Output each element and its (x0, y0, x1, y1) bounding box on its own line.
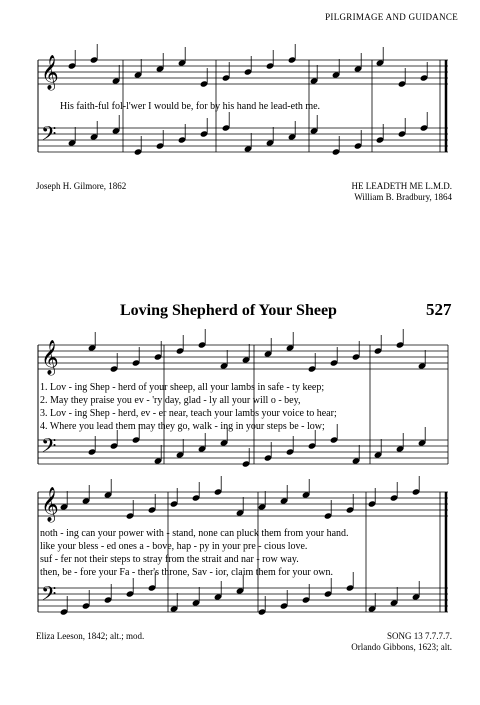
bass-clef: 𝄢 (41, 582, 57, 610)
author-credit: Joseph H. Gilmore, 1862 (36, 181, 127, 191)
composer-credit: William B. Bradbury, 1864 (354, 192, 452, 202)
verse-line: 3. Lov - ing Shep - herd, ev - er near, teach your lambs your voice to hear; (40, 408, 337, 419)
verse-line: noth - ing can your power with - stand, none can pluck them from your hand. (40, 528, 349, 539)
hymn-title: Loving Shepherd of Your Sheep (120, 302, 337, 319)
lyric-line: His faith-ful fol-l'wer I would be, for by his hand he lead-eth me. (60, 101, 321, 112)
verse-line: 4. Where you lead them may they go, walk - ing in your steps be - low; (40, 421, 325, 432)
bass-clef: 𝄢 (41, 434, 57, 462)
verse-line: suf - fer not their steps to stray from the strait and nar - row way. (40, 554, 299, 565)
verse-line: then, be - fore your Fa - ther's throne, Sav - ior, claim them for your own. (40, 567, 333, 578)
hymn-number: 527 (426, 300, 452, 319)
verse-line: like your bless - ed ones a - bove, hap - py in your pre - cious love. (40, 541, 308, 552)
verse-line: 1. Lov - ing Shep - herd of your sheep, all your lambs in safe - ty keep; (40, 382, 325, 393)
treble-clef: 𝄞 (41, 487, 59, 522)
treble-clef: 𝄞 (41, 340, 59, 375)
section-heading: PILGRIMAGE AND GUIDANCE (325, 12, 458, 22)
composer-credit: Orlando Gibbons, 1623; alt. (351, 642, 452, 652)
bass-clef: 𝄢 (41, 122, 57, 150)
treble-clef: 𝄞 (41, 55, 59, 90)
verse-line: 2. May they praise you ev - 'ry day, glad - ly all your will o - bey, (40, 395, 301, 406)
tune-name: SONG 13 7.7.7.7. (386, 631, 452, 641)
tune-name: HE LEADETH ME L.M.D. (351, 181, 452, 191)
author-credit: Eliza Leeson, 1842; alt.; mod. (36, 631, 145, 641)
